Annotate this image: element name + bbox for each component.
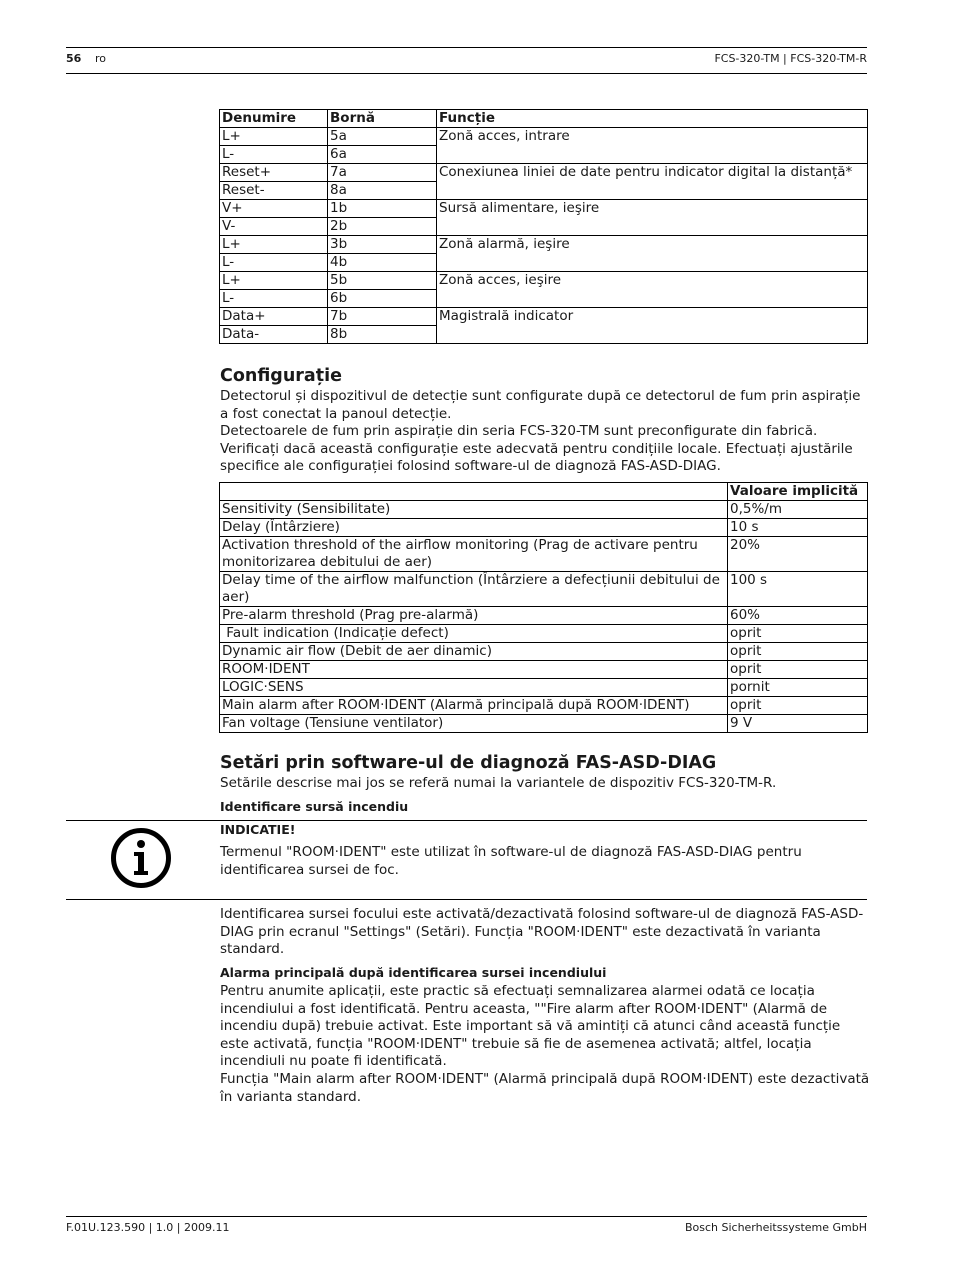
table-row: [220, 128, 868, 146]
table-header-row: [220, 110, 868, 128]
column-header: Bornă: [328, 110, 437, 128]
table-row: [220, 308, 868, 326]
cell-terminal: 8a: [328, 182, 437, 200]
cell-default-value: oprit: [728, 625, 868, 643]
cell-name: L+: [220, 236, 328, 254]
footer-rule: [66, 1216, 867, 1217]
diag-intro-paragraph: Setările descrise mai jos se referă numai la variantele de dispozitiv FCS-320-TM-R.: [220, 775, 777, 791]
cell-default-value: 100 s: [728, 572, 868, 607]
cell-setting: ROOM·IDENT: [220, 661, 728, 679]
notice-title: INDICATIE!: [220, 822, 296, 837]
table-row: [220, 537, 868, 572]
terminals-table: [219, 109, 868, 344]
cell-function: Sursă alimentare, ieşire: [437, 200, 868, 236]
cell-name: L-: [220, 254, 328, 272]
cell-setting: LOGIC·SENS: [220, 679, 728, 697]
page-number: 56: [66, 52, 82, 65]
table-header-row: [220, 483, 868, 501]
table-row: [220, 572, 868, 607]
table-row: [220, 679, 868, 697]
cell-function: Conexiunea liniei de date pentru indicator digital la distanță*: [437, 164, 868, 200]
config-paragraph-1: Detectorul și dispozitivul de detecție sunt configurate după ce detectorul de fum prin aspirație a fost conectat la panoul detecție.: [220, 388, 861, 422]
cell-setting: Sensitivity (Sensibilitate): [220, 501, 728, 519]
notice-text: Termenul "ROOM·IDENT" este utilizat în software-ul de diagnoză FAS-ASD-DIAG pentru identificarea sursei de foc.: [220, 844, 802, 878]
cell-default-value: 60%: [728, 607, 868, 625]
table-row: [220, 200, 868, 218]
column-header: Funcție: [437, 110, 868, 128]
cell-setting: Pre-alarm threshold (Prag pre-alarmă): [220, 607, 728, 625]
cell-setting: Main alarm after ROOM·IDENT (Alarmă principală după ROOM·IDENT): [220, 697, 728, 715]
cell-terminal: 6a: [328, 146, 437, 164]
table-row: [220, 272, 868, 290]
default-values-table: [219, 482, 868, 733]
cell-default-value: 10 s: [728, 519, 868, 537]
cell-default-value: 9 V: [728, 715, 868, 733]
cell-setting: Delay (Întârziere): [220, 519, 728, 537]
cell-setting: Dynamic air flow (Debit de aer dinamic): [220, 643, 728, 661]
table-row: [220, 715, 868, 733]
cell-terminal: 2b: [328, 218, 437, 236]
cell-name: L+: [220, 272, 328, 290]
product-name: FCS-320-TM | FCS-320-TM-R: [714, 52, 867, 65]
cell-name: Data-: [220, 326, 328, 344]
cell-default-value: oprit: [728, 643, 868, 661]
column-header: Denumire: [220, 110, 328, 128]
cell-terminal: 7b: [328, 308, 437, 326]
table-row: [220, 501, 868, 519]
cell-setting: Fault indication (Indicație defect): [220, 625, 728, 643]
section-heading-configuration: Configurație: [220, 366, 342, 386]
cell-name: L+: [220, 128, 328, 146]
subheading-main-alarm: Alarma principală după identificarea sursei incendiului: [220, 965, 607, 980]
main-alarm-paragraph-2: Funcția "Main alarm after ROOM·IDENT" (Alarmă principală după ROOM·IDENT) este dezactivată în varianta standard.: [220, 1071, 870, 1105]
column-header: Valoare implicită: [728, 483, 868, 501]
table-row: [220, 625, 868, 643]
notice-rule-bottom: [66, 899, 867, 900]
cell-default-value: 0,5%/m: [728, 501, 868, 519]
cell-setting: Delay time of the airflow malfunction (Întârziere a defecțiunii debitului de aer): [220, 572, 728, 607]
header-rule-top: [66, 47, 867, 48]
section-heading-diag-software: Setări prin software-ul de diagnoză FAS-ASD-DIAG: [220, 753, 717, 773]
language-code: ro: [95, 52, 107, 65]
cell-setting: Fan voltage (Tensiune ventilator): [220, 715, 728, 733]
cell-function: Zonă acces, ieşire: [437, 272, 868, 308]
table-row: [220, 519, 868, 537]
cell-terminal: 1b: [328, 200, 437, 218]
cell-function: Zonă alarmă, ieşire: [437, 236, 868, 272]
table-row: [220, 236, 868, 254]
config-paragraph-2: Detectoarele de fum prin aspirație din seria FCS-320-TM sunt preconfigurate din fabrică. Verificați dacă această configurație este adecvată pentru condițiile locale. Efectuați ajustările specifice ale configurației folosind software-ul de diagnoză FAS-ASD-DIAG.: [220, 423, 853, 475]
cell-terminal: 5b: [328, 272, 437, 290]
cell-name: L-: [220, 290, 328, 308]
table-row: [220, 164, 868, 182]
subheading-fire-source-ident: Identificare sursă incendiu: [220, 799, 409, 814]
main-alarm-paragraph-1: Pentru anumite aplicații, este practic să efectuați semnalizarea alarmei odată ce locația incendiului a fost identificată. Pentru aceasta, ""Fire alarm after ROOM·IDENT" (Alarmă de incendiu după) trebuie activat. Este important să vă amintiți că atunci când această funcție este activată, funcția "ROOM·IDENT" trebuie să fie de asemenea activată; altfel, locația incendiuli nu poate fi identificată.: [220, 983, 841, 1070]
cell-terminal: 3b: [328, 236, 437, 254]
cell-name: Reset-: [220, 182, 328, 200]
header-rule-bottom: [66, 73, 867, 74]
notice-rule-top: [66, 820, 867, 821]
info-icon: [110, 827, 172, 889]
table-row: [220, 661, 868, 679]
cell-terminal: 5a: [328, 128, 437, 146]
cell-terminal: 4b: [328, 254, 437, 272]
column-header: [220, 483, 728, 501]
cell-name: V+: [220, 200, 328, 218]
cell-terminal: 7a: [328, 164, 437, 182]
cell-function: Zonă acces, intrare: [437, 128, 868, 164]
cell-function: Magistrală indicator: [437, 308, 868, 344]
cell-setting: Activation threshold of the airflow monitoring (Prag de activare pentru monitorizarea debitului de aer): [220, 537, 728, 572]
cell-terminal: 6b: [328, 290, 437, 308]
cell-default-value: oprit: [728, 697, 868, 715]
cell-name: V-: [220, 218, 328, 236]
table-row: [220, 697, 868, 715]
company-name: Bosch Sicherheitssysteme GmbH: [684, 1221, 867, 1234]
cell-name: Reset+: [220, 164, 328, 182]
cell-default-value: pornit: [728, 679, 868, 697]
cell-terminal: 8b: [328, 326, 437, 344]
table-row: [220, 607, 868, 625]
cell-default-value: oprit: [728, 661, 868, 679]
cell-name: L-: [220, 146, 328, 164]
document-id: F.01U.123.590 | 1.0 | 2009.11: [66, 1221, 230, 1234]
cell-default-value: 20%: [728, 537, 868, 572]
cell-name: Data+: [220, 308, 328, 326]
fire-source-ident-paragraph: Identificarea sursei focului este activată/dezactivată folosind software-ul de diagnoză FAS-ASD-DIAG prin ecranul "Settings" (Setări). Funcția "ROOM·IDENT" este dezactivată în varianta standard.: [220, 906, 864, 958]
table-row: [220, 643, 868, 661]
